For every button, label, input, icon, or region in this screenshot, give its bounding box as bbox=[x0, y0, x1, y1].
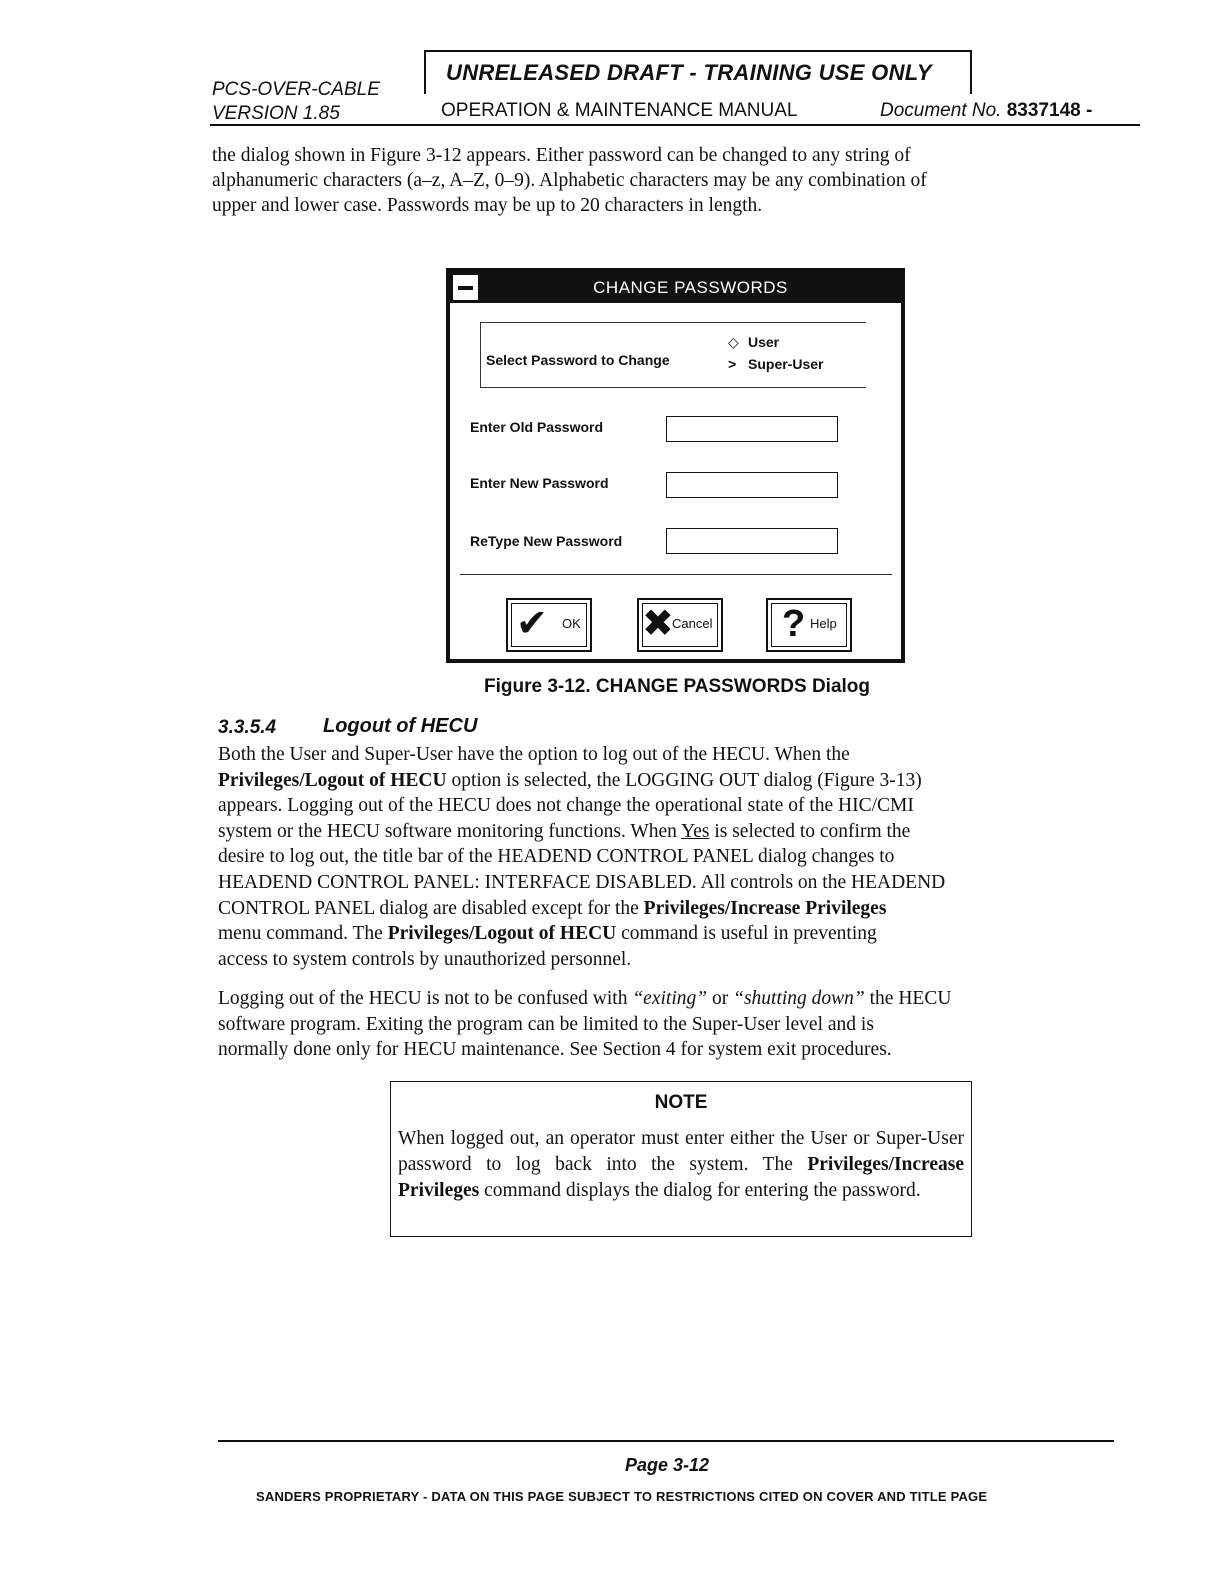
intro-line: alphanumeric characters (a–z, A–Z, 0–9). Alphabetic characters may be any combination of bbox=[212, 170, 927, 191]
section-title: Logout of HECU bbox=[323, 715, 478, 737]
body-line bbox=[218, 921, 1138, 947]
figure-caption: Figure 3-12. CHANGE PASSWORDS Dialog bbox=[483, 676, 871, 697]
cancel-button[interactable] bbox=[637, 598, 723, 652]
body-line: normally done only for HECU maintenance. See Section 4 for system exit procedures. bbox=[218, 1039, 892, 1061]
product-name: PCS-OVER-CABLE bbox=[212, 79, 380, 100]
body-text: or bbox=[707, 988, 734, 1009]
body-line: HEADEND CONTROL PANEL: INTERFACE DISABLED. All controls on the HEADEND bbox=[218, 871, 946, 893]
bold-command: Privileges/Increase Privileges bbox=[643, 897, 887, 919]
body-line: Both the User and Super-User have the option to log out of the HECU. When the bbox=[218, 744, 850, 765]
page-number: Page 3-12 bbox=[624, 1455, 710, 1475]
bold-command: Privileges/Increase Privileges bbox=[398, 1154, 964, 1201]
yes-underlined: Yes bbox=[681, 820, 710, 842]
question-mark-icon: ? bbox=[782, 603, 806, 645]
new-password-label: Enter New Password bbox=[470, 475, 609, 491]
body-line bbox=[218, 768, 1138, 794]
radio-user-icon: ◇ bbox=[728, 334, 739, 350]
radio-super-user-label: Super-User bbox=[748, 356, 824, 372]
note-body bbox=[398, 1126, 964, 1204]
proprietary-notice: SANDERS PROPRIETARY - DATA ON THIS PAGE SUBJECT TO RESTRICTIONS CITED ON COVER AND TITLE PAGE bbox=[256, 1489, 988, 1504]
note-text: When logged out, an operator must enter either the User or Super-User password to log back into the system. The bbox=[398, 1128, 964, 1175]
radio-user[interactable] bbox=[728, 334, 779, 351]
ok-button-label: OK bbox=[562, 616, 581, 631]
bold-command: Privileges/Logout of HECU bbox=[387, 923, 617, 945]
help-button-label: Help bbox=[810, 616, 837, 631]
manual-title: OPERATION & MAINTENANCE MANUAL bbox=[441, 100, 798, 121]
select-password-label: Select Password to Change bbox=[486, 352, 670, 368]
note-title: NOTE bbox=[654, 1092, 708, 1113]
version-label: VERSION 1.85 bbox=[212, 103, 340, 124]
note-box bbox=[390, 1081, 972, 1237]
radio-super-user-icon: > bbox=[728, 356, 737, 372]
retype-password-input[interactable] bbox=[666, 528, 838, 554]
body-line bbox=[218, 896, 1138, 922]
header-rule bbox=[210, 124, 1140, 126]
body-line bbox=[218, 986, 1138, 1012]
italic-term: “exiting” bbox=[632, 988, 708, 1009]
note-text: command displays the dialog for entering the password. bbox=[479, 1180, 921, 1201]
radio-super-user[interactable] bbox=[728, 356, 823, 372]
exiting-paragraph bbox=[218, 986, 1138, 1063]
intro-paragraph bbox=[212, 143, 1132, 218]
x-icon: ✖ bbox=[642, 603, 674, 645]
document-number bbox=[880, 100, 1092, 122]
draft-banner: UNRELEASED DRAFT - TRAINING USE ONLY bbox=[446, 60, 932, 85]
body-text: option is selected, the LOGGING OUT dialog (Figure 3-13) bbox=[446, 769, 922, 791]
dialog-separator bbox=[460, 574, 892, 575]
body-text: is selected to confirm the bbox=[709, 820, 911, 842]
body-text: menu command. The bbox=[218, 923, 388, 945]
body-text: command is useful in preventing bbox=[616, 923, 877, 945]
body-text: CONTROL PANEL dialog are disabled except for the bbox=[218, 897, 644, 919]
body-line: software program. Exiting the program can be limited to the Super-User level and is bbox=[218, 1013, 874, 1035]
intro-line: the dialog shown in Figure 3-12 appears. Either password can be changed to any string of bbox=[212, 145, 911, 166]
logout-paragraph bbox=[218, 742, 1138, 972]
bold-command: Privileges/Logout of HECU bbox=[218, 769, 447, 791]
italic-term: “shutting down” bbox=[733, 988, 865, 1009]
footer-rule bbox=[218, 1440, 1114, 1442]
body-line bbox=[218, 819, 1138, 845]
document-number-value: 8337148 - bbox=[1006, 100, 1093, 121]
old-password-label: Enter Old Password bbox=[470, 419, 604, 435]
checkmark-icon: ✔ bbox=[516, 603, 548, 645]
section-number: 3.3.5.4 bbox=[218, 717, 277, 738]
dialog-title: CHANGE PASSWORDS bbox=[593, 278, 788, 297]
body-line: access to system controls by unauthorized personnel. bbox=[218, 948, 632, 970]
cancel-button-label: Cancel bbox=[672, 616, 713, 631]
body-line: desire to log out, the title bar of the HEADEND CONTROL PANEL dialog changes to bbox=[218, 846, 895, 868]
body-line: appears. Logging out of the HECU does not change the operational state of the HIC/CMI bbox=[218, 795, 914, 817]
ok-button[interactable] bbox=[506, 598, 592, 652]
intro-line: upper and lower case. Passwords may be up to 20 characters in length. bbox=[212, 195, 763, 216]
header-left bbox=[212, 78, 380, 126]
body-text: system or the HECU software monitoring functions. When bbox=[218, 820, 682, 842]
new-password-input[interactable] bbox=[666, 472, 838, 498]
dialog-title-bar bbox=[450, 272, 901, 303]
retype-password-label: ReType New Password bbox=[470, 533, 623, 549]
document-number-label: Document No. bbox=[880, 100, 1002, 121]
change-passwords-dialog bbox=[446, 268, 905, 663]
help-button[interactable] bbox=[766, 598, 852, 652]
system-menu-icon[interactable] bbox=[452, 274, 479, 301]
body-text: Logging out of the HECU is not to be confused with bbox=[218, 988, 633, 1009]
old-password-input[interactable] bbox=[666, 416, 838, 442]
body-text: the HECU bbox=[864, 988, 952, 1009]
radio-user-label: User bbox=[748, 334, 780, 350]
